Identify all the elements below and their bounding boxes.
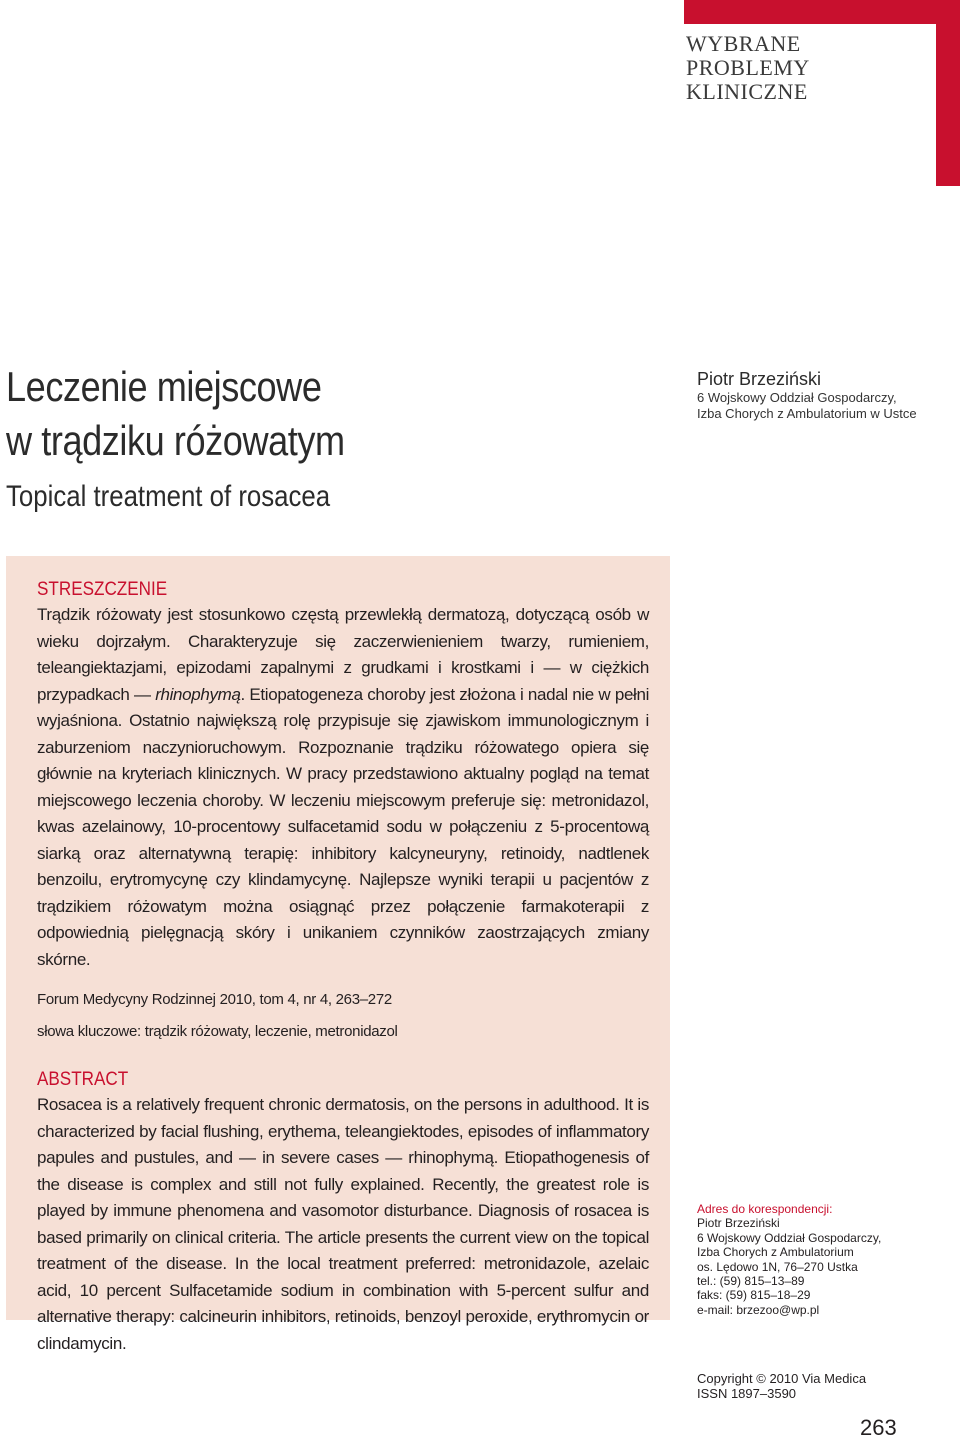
- correspondence-line: faks: (59) 815–18–29: [697, 1288, 811, 1303]
- header-accent-bar: [684, 0, 960, 24]
- page-number: 263: [860, 1415, 897, 1440]
- article-title-line-2: w trądziku różowatym: [6, 417, 345, 464]
- correspondence-line: os. Lędowo 1N, 76–270 Ustka: [697, 1259, 858, 1274]
- correspondence-email[interactable]: e-mail: brzezoo@wp.pl: [697, 1302, 820, 1317]
- correspondence-line: Izba Chorych z Ambulatorium: [697, 1245, 854, 1260]
- section-tag-line-2: PROBLEMY: [686, 55, 810, 80]
- side-accent-bar: [936, 0, 960, 186]
- author-block: [697, 368, 957, 422]
- abstract-content: [37, 578, 649, 1374]
- section-tag-line-1: WYBRANE: [686, 31, 801, 56]
- correspondence-line: 6 Wojskowy Oddział Gospodarczy,: [697, 1230, 882, 1245]
- streszczenie-text: [37, 602, 649, 973]
- copyright-block: [697, 1371, 866, 1401]
- correspondence-line: tel.: (59) 815–13–89: [697, 1274, 805, 1289]
- abstract-heading: ABSTRACT: [37, 1069, 129, 1090]
- correspondence-block: [697, 1202, 947, 1317]
- author-name: Piotr Brzeziński: [697, 369, 822, 389]
- correspondence-line: Piotr Brzeziński: [697, 1216, 780, 1231]
- copyright-text: Copyright © 2010 Via Medica: [697, 1371, 867, 1386]
- author-affiliation-line-1: 6 Wojskowy Oddział Gospodarczy,: [697, 390, 897, 405]
- article-title-line-1: Leczenie miejscowe: [6, 363, 322, 410]
- streszczenie-heading: STRESZCZENIE: [37, 579, 168, 600]
- streszczenie-text-part-1: Trądzik różowaty jest stosunkowo częstą przewlekłą dermatozą, dotyczącą osób w wieku dojrzałym. Charakteryzuje się zaczerwienieniem twarzy, rumieniem, teleangiektazjami, epizodami zapalnymi z grudkami i krostkami i — w ciężkich przypadkach —: [37, 605, 649, 704]
- citation: Forum Medycyny Rodzinnej 2010, tom 4, nr 4, 263–272: [37, 991, 392, 1008]
- section-tag: [686, 32, 906, 104]
- streszczenie-text-italic: rhinophymą: [155, 684, 241, 704]
- abstract-text: Rosacea is a relatively frequent chronic dermatosis, on the persons in adulthood. It is characterized by facial flushing, erythema, teleangiektodes, episodes of inflammatory papules and pustules, and — in severe cases — rhinophymą. Etiopathogenesis of the disease is complex and still not fully explained. Recently, the greatest role is played by immune phenomena and vasomotor disturbance. Diagnosis of rosacea is based primarily on clinical criteria. The article presents the current view on the topical treatment of the disease. In the local treatment preferred: metronidazole, azelaic acid, 10 percent Sulfacetamide sodium in combination with 5-percent sulfur and alternative therapy: calcineurin inhibitors, retinoids, benzoyl peroxide, erythromycin or clindamycin.: [37, 1095, 649, 1353]
- author-affiliation-line-2: Izba Chorych z Ambulatorium w Ustce: [697, 406, 917, 421]
- article-subtitle: Topical treatment of rosacea: [6, 480, 331, 513]
- keywords: słowa kluczowe: trądzik różowaty, leczenie, metronidazol: [37, 1023, 398, 1040]
- article-title: [6, 360, 522, 468]
- correspondence-heading: Adres do korespondencji:: [697, 1202, 833, 1216]
- issn-text: ISSN 1897–3590: [697, 1386, 797, 1401]
- section-tag-line-3: KLINICZNE: [686, 79, 808, 104]
- streszczenie-text-part-2: . Etiopatogeneza choroby jest złożona i nadal nie w pełni wyjaśniona. Ostatnio największą rolę przypisuje się zjawiskom immunologicznym i zaburzeniom naczynioruchowym. Rozpoznanie trądziku różowatego opiera się głównie na kryteriach klinicznych. W pracy przedstawiono aktualny pogląd na temat miejscowego leczenia choroby. W leczeniu miejscowym preferuje się: metronidazol, kwas azelainowy, 10-procentowy sulfacetamid sodu w połączeniu z 5-procentową siarką oraz alternatywną terapię: inhibitory kalcyneuryny, retinoidy, nadtlenek benzoilu, erytromycynę czy klindamycynę. Najlepsze wyniki terapii u pacjentów z trądzikiem różowatym można osiągnąć przez połączenie farmakoterapii z odpowiednią pielęgnacją skóry i unikaniem czynników zaostrzających zmiany skórne.: [37, 684, 650, 969]
